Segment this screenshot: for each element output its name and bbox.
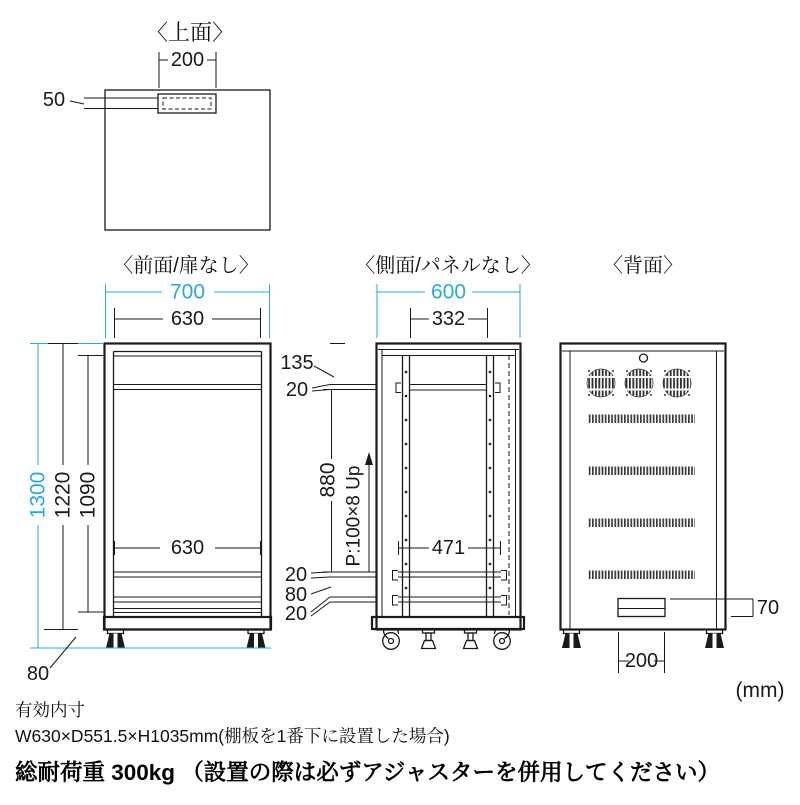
pitch-note-label: P:100×8 Up	[343, 465, 365, 567]
side-cabinet-outline	[377, 344, 521, 630]
top-view-title: 〈上面〉	[145, 20, 235, 45]
load-capacity-note: 総耐荷重 300kg （設置の際は必ずアジャスターを併用してください）	[15, 760, 720, 785]
top-slot-opening	[163, 98, 211, 109]
side-left-adjuster	[422, 630, 436, 649]
front-dim-1220-label: 1220	[51, 471, 75, 519]
dim-880-label: 880	[316, 462, 340, 498]
front-right-foot	[247, 630, 266, 649]
side-right-adjuster	[464, 630, 478, 649]
dim-20-bottom-b-label: 20	[284, 603, 308, 625]
back-left-foot	[562, 630, 581, 649]
back-right-foot	[705, 630, 724, 649]
effective-dims-label: 有効内寸	[15, 700, 85, 720]
side-dim-471	[399, 537, 501, 559]
front-dim-shelf-630-label: 630	[170, 537, 205, 559]
front-cabinet-outline	[105, 344, 271, 630]
back-vent-strips	[588, 415, 695, 580]
front-dim-1090-label: 1090	[76, 471, 100, 519]
dim-135-label: 135	[280, 352, 314, 374]
front-dim-700-label: 700	[169, 280, 206, 304]
back-fan-grilles	[587, 369, 691, 397]
side-top-crossbar	[396, 383, 500, 393]
side-dim-332	[411, 308, 488, 338]
vent-strip	[588, 571, 695, 580]
dim-20-top-label: 20	[285, 379, 309, 401]
vent-strip	[588, 519, 695, 528]
footer	[15, 679, 784, 785]
front-dim-630	[115, 308, 261, 338]
top-view-outline	[105, 90, 270, 230]
dim-20-bottom-a-label: 20	[284, 564, 308, 586]
unit-note: (mm)	[735, 679, 785, 702]
top-slot-outline	[158, 94, 216, 113]
side-view-title: 〈側面/パネルなし〉	[355, 255, 541, 277]
side-view	[355, 254, 541, 649]
back-view	[561, 254, 780, 673]
side-dim-600-label: 600	[430, 280, 467, 304]
back-cable-slot	[618, 599, 665, 617]
back-dim-70-label: 70	[756, 597, 780, 619]
front-base	[104, 617, 271, 630]
vent-strip	[588, 415, 695, 424]
back-view-title: 〈背面〉	[603, 255, 683, 277]
up-arrow-icon	[365, 452, 373, 465]
front-height-dims	[27, 344, 272, 686]
top-dim-50	[43, 89, 158, 111]
top-dim-200	[159, 49, 216, 88]
middle-dims	[280, 344, 376, 626]
side-dim-471-label: 471	[431, 537, 466, 559]
front-view-title: 〈前面/扉なし〉	[113, 255, 259, 277]
side-base	[372, 617, 524, 629]
top-dim-200-label: 200	[170, 49, 205, 71]
fan-grille-icon	[587, 369, 615, 397]
side-rack-rails	[403, 356, 494, 618]
front-dim-80-label: 80	[26, 663, 50, 685]
back-keyhole	[640, 354, 648, 362]
vent-strip	[588, 467, 695, 476]
side-dim-332-label: 332	[431, 308, 466, 330]
front-left-foot	[106, 630, 125, 649]
front-dim-shelf-630	[115, 537, 261, 559]
top-view	[43, 20, 270, 230]
front-dim-630-label: 630	[170, 308, 205, 330]
front-dim-1300-label: 1300	[26, 471, 50, 519]
side-right-caster	[494, 630, 511, 650]
dim-80-bottom-label: 80	[284, 584, 308, 606]
effective-dims-value: W630×D551.5×H1035mm(棚板を1番下に設置した場合)	[15, 726, 450, 746]
back-dim-200-label: 200	[624, 650, 659, 672]
fan-grille-icon	[663, 369, 691, 397]
back-dim-200	[619, 632, 665, 673]
front-view	[104, 254, 271, 648]
top-dim-50-label: 50	[42, 89, 66, 111]
fan-grille-icon	[625, 369, 653, 397]
side-left-caster	[383, 630, 400, 650]
